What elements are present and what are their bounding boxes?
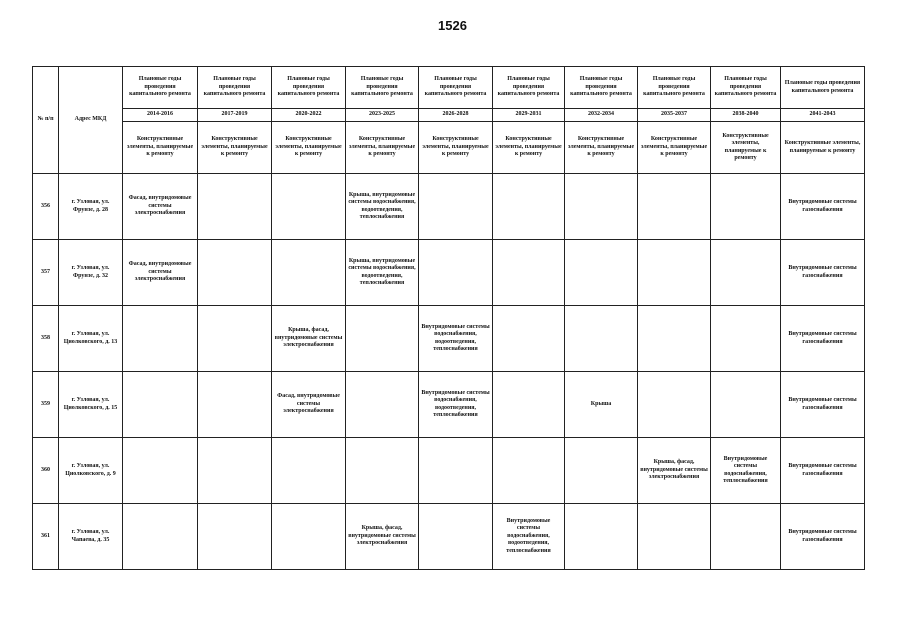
- row-cell: [198, 438, 272, 504]
- row-cell: [565, 504, 638, 570]
- header-period: 2020-2022: [272, 109, 346, 122]
- row-cell: [493, 372, 565, 438]
- row-cell: Крыша: [565, 372, 638, 438]
- row-cell: [419, 504, 493, 570]
- row-cell: [638, 174, 711, 240]
- header-elements: Конструктивные элементы, планируемые к ремонту: [419, 122, 493, 174]
- row-cell: [419, 174, 493, 240]
- header-row-periods: [33, 109, 865, 122]
- table-row: [33, 504, 865, 570]
- header-elements: Конструктивные элементы, планируемые к ремонту: [565, 122, 638, 174]
- header-elements: Конструктивные элементы, планируемые к ремонту: [638, 122, 711, 174]
- row-address: г. Узловая, ул. Фрунзе, д. 32: [59, 240, 123, 306]
- row-cell: [123, 306, 198, 372]
- row-cell: Фасад, внутридомовые системы электроснабжения: [123, 174, 198, 240]
- row-cell: [272, 504, 346, 570]
- header-period: 2041-2043: [781, 109, 865, 122]
- row-cell: [493, 438, 565, 504]
- header-period: 2035-2037: [638, 109, 711, 122]
- row-cell: [565, 438, 638, 504]
- row-cell: Внутридомовые системы газоснабжения: [781, 174, 865, 240]
- row-cell: [346, 306, 419, 372]
- header-planned-years: Плановые годы проведения капитального ремонта: [493, 67, 565, 109]
- row-address: г. Узловая, ул. Циолковского, д. 15: [59, 372, 123, 438]
- table-row: [33, 438, 865, 504]
- header-elements: Конструктивные элементы, планируемые к ремонту: [346, 122, 419, 174]
- page-number: 1526: [438, 18, 467, 33]
- repair-schedule-table: [32, 66, 865, 570]
- row-cell: Внутридомовые системы газоснабжения: [781, 306, 865, 372]
- row-cell: [493, 240, 565, 306]
- row-cell: [123, 504, 198, 570]
- header-row-titles: [33, 67, 865, 109]
- table-row: [33, 240, 865, 306]
- table-row: [33, 306, 865, 372]
- row-cell: [272, 174, 346, 240]
- header-row-elements: [33, 122, 865, 174]
- row-cell: Внутридомовые системы водоснабжения, водоотведения, теплоснабжения: [419, 372, 493, 438]
- row-cell: Крыша, внутридомовые системы водоснабжения, водоотведения, теплоснабжения: [346, 240, 419, 306]
- header-elements: Конструктивные элементы, планируемые к ремонту: [711, 122, 781, 174]
- row-number: 360: [33, 438, 59, 504]
- row-number: 359: [33, 372, 59, 438]
- table-row: [33, 372, 865, 438]
- header-elements: Конструктивные элементы, планируемые к ремонту: [781, 122, 865, 174]
- row-cell: Внутридомовые системы газоснабжения: [781, 240, 865, 306]
- row-address: г. Узловая, ул. Циолковского, д. 13: [59, 306, 123, 372]
- header-elements: Конструктивные элементы, планируемые к ремонту: [123, 122, 198, 174]
- row-cell: [638, 240, 711, 306]
- row-cell: [711, 306, 781, 372]
- header-elements: Конструктивные элементы, планируемые к ремонту: [198, 122, 272, 174]
- row-cell: [346, 438, 419, 504]
- header-period: 2032-2034: [565, 109, 638, 122]
- header-planned-years: Плановые годы проведения капитального ремонта: [638, 67, 711, 109]
- row-cell: [638, 306, 711, 372]
- row-cell: [272, 240, 346, 306]
- header-period: 2014-2016: [123, 109, 198, 122]
- row-cell: Фасад, внутридомовые системы электроснабжения: [272, 372, 346, 438]
- row-cell: [638, 372, 711, 438]
- row-address: г. Узловая, ул. Фрунзе, д. 28: [59, 174, 123, 240]
- header-period: 2029-2031: [493, 109, 565, 122]
- row-cell: Крыша, фасад, внутридомовые системы электроснабжения: [272, 306, 346, 372]
- header-period: 2026-2028: [419, 109, 493, 122]
- header-planned-years: Плановые годы проведения капитального ремонта: [123, 67, 198, 109]
- header-period: 2023-2025: [346, 109, 419, 122]
- row-cell: [123, 372, 198, 438]
- row-cell: [711, 372, 781, 438]
- row-cell: [711, 174, 781, 240]
- header-num: № п/п: [33, 67, 59, 174]
- row-cell: [419, 240, 493, 306]
- row-address: г. Узловая, ул. Чапаева, д. 35: [59, 504, 123, 570]
- row-cell: [198, 306, 272, 372]
- row-cell: [711, 504, 781, 570]
- header-period: 2038-2040: [711, 109, 781, 122]
- table-row: [33, 174, 865, 240]
- header-period: 2017-2019: [198, 109, 272, 122]
- header-planned-years: Плановые годы проведения капитального ремонта: [198, 67, 272, 109]
- row-cell: Внутридомовые системы водоснабжения, теплоснабжения: [711, 438, 781, 504]
- row-cell: [346, 372, 419, 438]
- header-planned-years: Плановые годы проведения капитального ремонта: [346, 67, 419, 109]
- row-address: г. Узловая, ул. Циолковского, д. 9: [59, 438, 123, 504]
- row-cell: [565, 174, 638, 240]
- row-number: 356: [33, 174, 59, 240]
- row-cell: [493, 306, 565, 372]
- row-cell: [272, 438, 346, 504]
- row-cell: [565, 306, 638, 372]
- row-cell: [493, 174, 565, 240]
- row-cell: [198, 174, 272, 240]
- row-number: 361: [33, 504, 59, 570]
- row-cell: Внутридомовые системы водоснабжения, водоотведения, теплоснабжения: [493, 504, 565, 570]
- row-cell: [711, 240, 781, 306]
- header-elements: Конструктивные элементы, планируемые к ремонту: [272, 122, 346, 174]
- header-elements: Конструктивные элементы, планируемые к ремонту: [493, 122, 565, 174]
- row-cell: [419, 438, 493, 504]
- header-planned-years: Плановые годы проведения капитального ремонта: [565, 67, 638, 109]
- row-cell: Внутридомовые системы газоснабжения: [781, 504, 865, 570]
- header-planned-years: Плановые годы проведения капитального ремонта: [781, 67, 865, 109]
- header-planned-years: Плановые годы проведения капитального ремонта: [711, 67, 781, 109]
- row-cell: [638, 504, 711, 570]
- row-cell: Крыша, внутридомовые системы водоснабжения, водоотведения, теплоснабжения: [346, 174, 419, 240]
- row-cell: [198, 240, 272, 306]
- header-planned-years: Плановые годы проведения капитального ремонта: [272, 67, 346, 109]
- header-address: Адрес МКД: [59, 67, 123, 174]
- row-cell: Крыша, фасад, внутридомовые системы электроснабжения: [346, 504, 419, 570]
- row-cell: Внутридомовые системы газоснабжения: [781, 372, 865, 438]
- header-planned-years: Плановые годы проведения капитального ремонта: [419, 67, 493, 109]
- row-cell: Внутридомовые системы газоснабжения: [781, 438, 865, 504]
- row-cell: [198, 372, 272, 438]
- row-cell: Внутридомовые системы водоснабжения, водоотведения, теплоснабжения: [419, 306, 493, 372]
- row-cell: [565, 240, 638, 306]
- row-number: 358: [33, 306, 59, 372]
- row-number: 357: [33, 240, 59, 306]
- row-cell: Фасад, внутридомовые системы электроснабжения: [123, 240, 198, 306]
- row-cell: [123, 438, 198, 504]
- row-cell: [198, 504, 272, 570]
- row-cell: Крыша, фасад, внутридомовые системы электроснабжения: [638, 438, 711, 504]
